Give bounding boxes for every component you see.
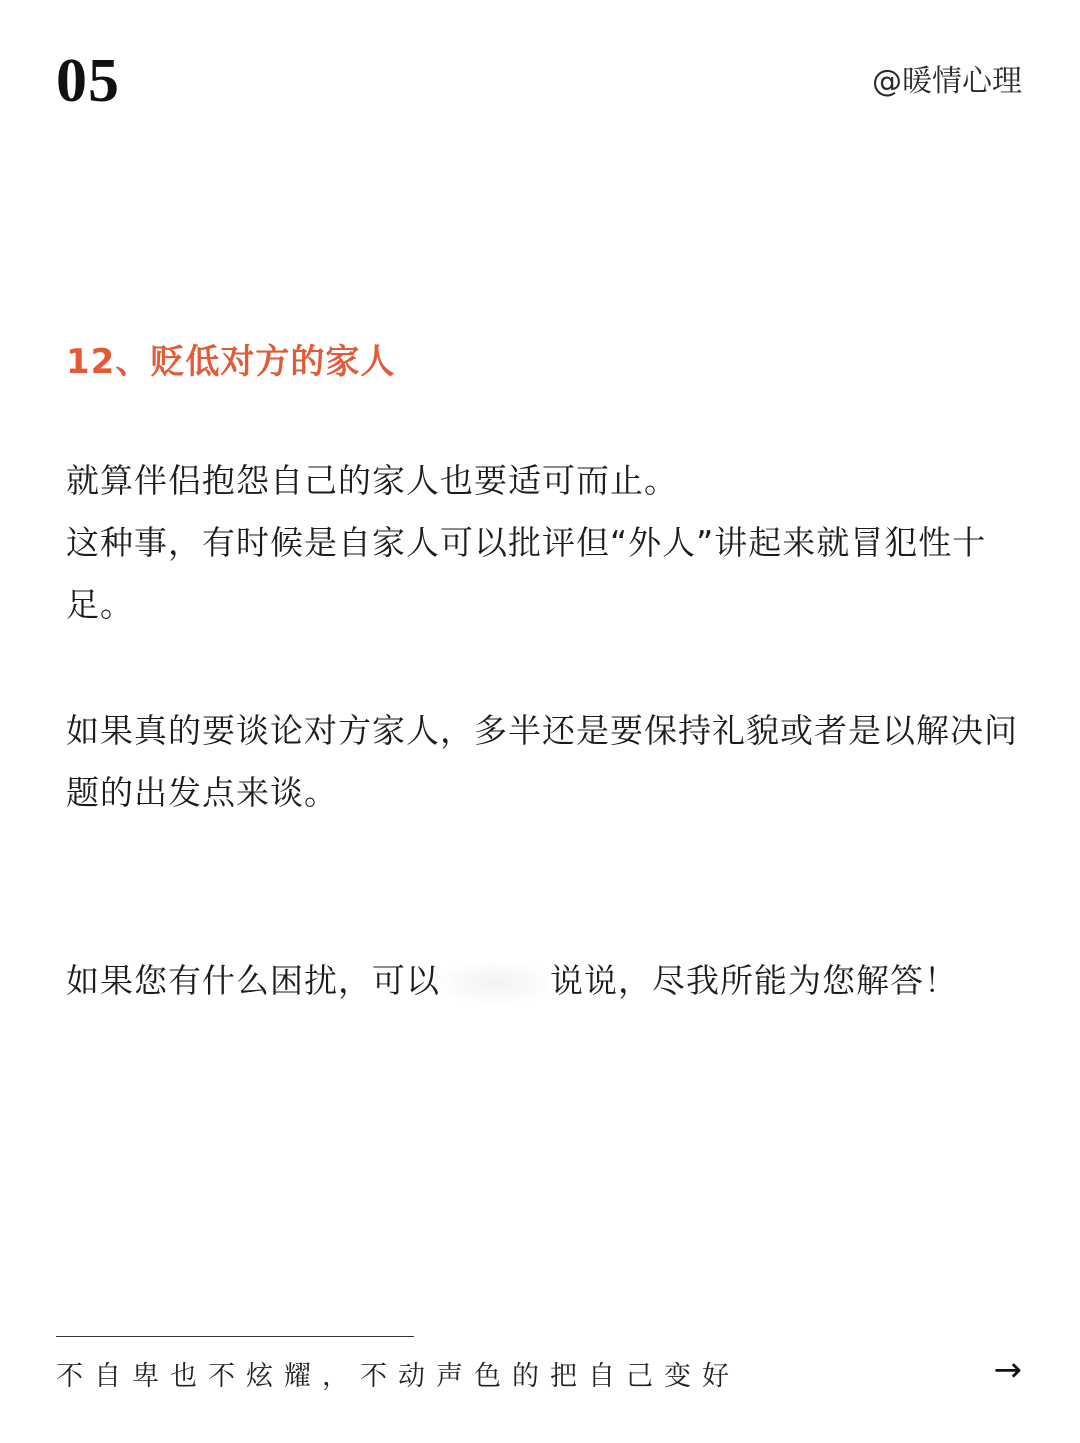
footer-divider <box>56 1336 414 1337</box>
arrow-right-icon[interactable]: → <box>993 1350 1022 1390</box>
closing-text-end: 说说，尽我所能为您解答！ <box>550 961 958 1000</box>
section-heading: 12、贬低对方的家人 <box>66 342 396 382</box>
footer-slogan: 不自卑也不炫耀，不动声色的把自己变好 <box>56 1361 740 1392</box>
author-handle: @暖情心理 <box>872 64 1022 99</box>
closing-paragraph <box>66 950 1026 1012</box>
closing-text-start: 如果您有什么困扰，可以 <box>66 961 440 1000</box>
paragraph-2: 如果真的要谈论对方家人，多半还是要保持礼貌或者是以解决问题的出发点来谈。 <box>66 711 1018 812</box>
blurred-mask <box>440 963 550 1003</box>
page-number: 05 <box>56 47 120 115</box>
paragraph-1: 就算伴侣抱怨自己的家人也要适可而止。 这种事，有时候是自家人可以批评但“外人”讲起来就冒犯性十足。 <box>66 461 987 624</box>
